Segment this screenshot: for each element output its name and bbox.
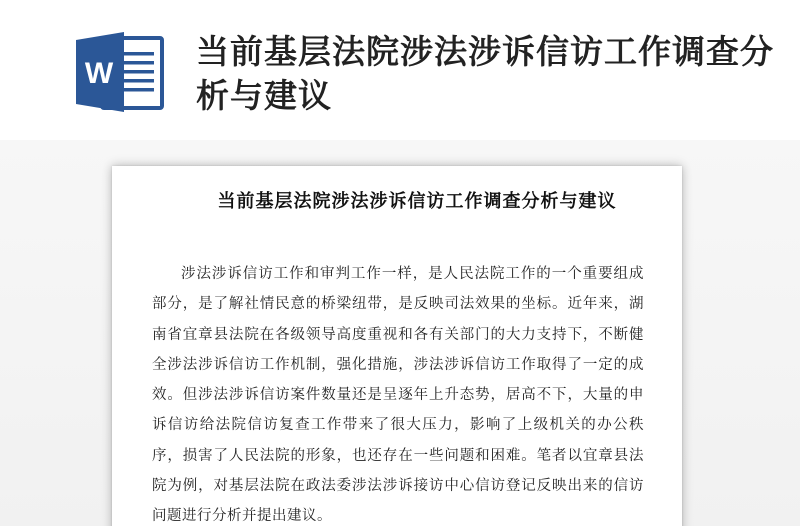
document-body-paragraph: 涉法涉诉信访工作和审判工作一样，是人民法院工作的一个重要组成部分，是了解社情民意的桥梁纽带，是反映司法效果的坐标。近年来，湖南省宜章县法院在各级领导高度重视和各有关部门的大力支持下，不断健全涉法涉诉信访工作机制，强化措施，涉法涉诉信访工作取得了一定的成效。但涉法涉诉信访案件数量还是呈逐年上升态势，居高不下，大量的申诉信访给法院信访复查工作带来了很大压力，影响了上级机关的办公秩序，损害了人民法院的形象，也还存在一些问题和困难。笔者以宜章县法院为例，对基层法院在政法委涉法涉诉接访中心信访登记反映出来的信访问题进行分析并提出建议。 — [152, 266, 644, 525]
header-banner — [0, 0, 800, 140]
svg-text:W: W — [84, 57, 114, 90]
document-title: 当前基层法院涉法涉诉信访工作调查分析与建议 — [217, 191, 617, 212]
word-icon — [72, 30, 166, 114]
document-page[interactable] — [112, 166, 682, 526]
header-title: 当前基层法院涉法涉诉信访工作调查分析与建议 — [196, 32, 774, 115]
